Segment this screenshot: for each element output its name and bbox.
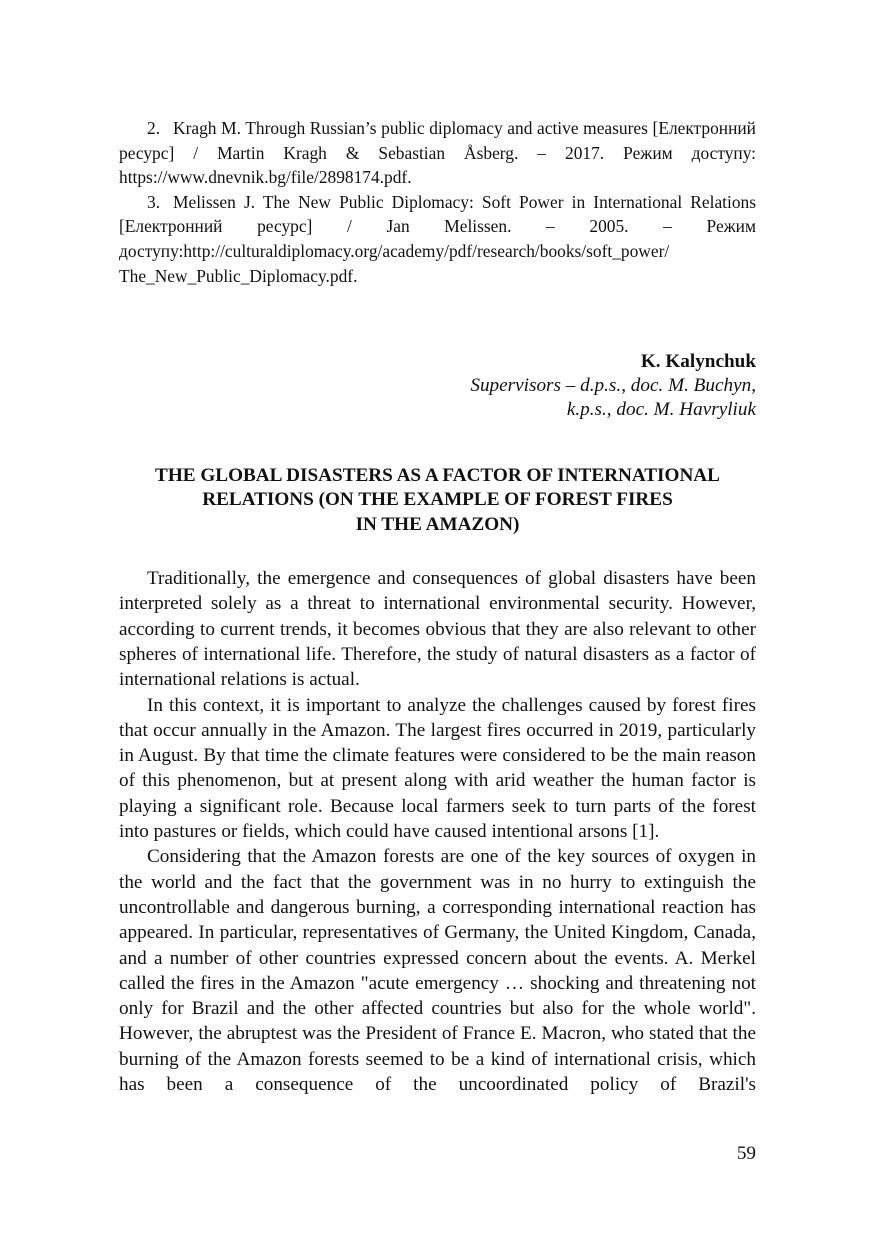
supervisors-line: Supervisors – d.p.s., doc. M. Buchyn,: [470, 374, 756, 396]
reference-url-line[interactable]: The_New_Public_Diplomacy.pdf.: [119, 265, 358, 286]
reference-list: [119, 116, 756, 288]
title-line: IN THE AMAZON): [355, 513, 520, 535]
reference-item: [119, 116, 756, 190]
article-body: [119, 566, 756, 1097]
article-title: [119, 464, 756, 538]
body-paragraph: Traditionally, the emergence and consequences of global disasters have been interpreted solely as a threat to international environmental security. However, according to current trends, it becomes obvious that they are also relevant to other spheres of international life. Therefore, the study of natural disasters as a factor of international relations is actual.: [119, 568, 756, 691]
author-name: K. Kalynchuk: [640, 351, 756, 373]
reference-item: [119, 190, 756, 239]
supervisors-line: k.p.s., doc. M. Havryliuk: [566, 398, 756, 420]
reference-url-line[interactable]: доступу:http://culturaldiplomacy.org/academy/pdf/research/books/soft_power/: [119, 240, 670, 261]
reference-number: 2.: [147, 118, 161, 138]
title-line: RELATIONS (ON THE EXAMPLE OF FOREST FIRES: [202, 489, 673, 511]
page-content: [119, 116, 756, 1097]
reference-number: 3.: [147, 191, 161, 212]
page-number: 59: [736, 1143, 756, 1164]
reference-text: Kragh M. Through Russian’s public diplomacy and active measures [Електронний ресурс] / Martin Kragh & Sebastian Åsberg. – 2017. Режим доступу: https://www.dnevnik.bg/file/2898174.pdf.: [119, 118, 756, 188]
author-block: [119, 350, 756, 421]
body-paragraph: Considering that the Amazon forests are one of the key sources of oxygen in the world and the fact that the government was in no hurry to extinguish the uncontrollable and dangerous burning, a corresponding international reaction has appeared. In particular, representatives of Germany, the United Kingdom, Canada, and a number of other countries expressed concern about the events. A. Merkel called the fires in the Amazon "acute emergency … shocking and threatening not only for Brazil and the other affected countries but also for the whole world". However, the abruptest was the President of France E. Macron, who stated that the burning of the Amazon forests seemed to be a kind of international crisis, which has been a consequence of the uncoordinated policy of Brazil's: [119, 846, 756, 1095]
title-line: THE GLOBAL DISASTERS AS A FACTOR OF INTERNATIONAL: [155, 464, 720, 486]
body-paragraph: In this context, it is important to analyze the challenges caused by forest fires that occur annually in the Amazon. The largest fires occurred in 2019, particularly in August. By that time the climate features were considered to be the main reason of this phenomenon, but at present along with arid weather the human factor is playing a significant role. Because local farmers seek to turn parts of the forest into pastures or fields, which could have caused intentional arsons [1].: [119, 694, 756, 843]
reference-text: Melissen J. The New Public Diplomacy: Soft Power in International Relations [Електронний ресурс] / Jan Melissen. – 2005. – Режим: [119, 191, 756, 237]
